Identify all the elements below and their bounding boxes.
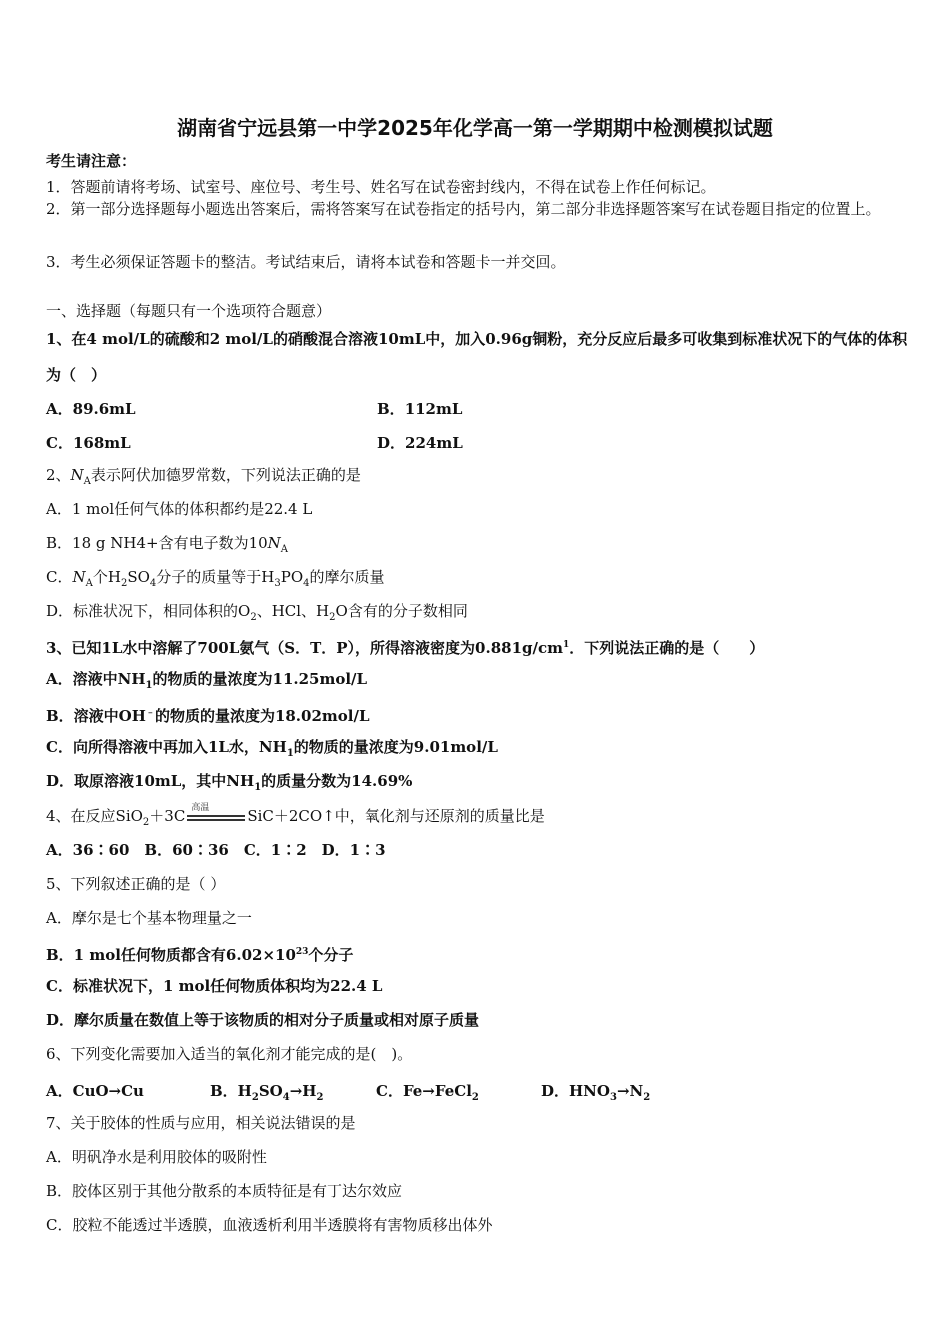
question-2-stem: 2、$N_A$表示阿伏加德罗常数，下列说法正确的是: [46, 466, 361, 487]
page-title: 湖南省宁远县第一中学2025年化学高一第一学期期中检测模拟试题: [177, 116, 773, 140]
q3-option-a: A．溶液中$NH_1$的物质的量浓度为11.25mol/L: [46, 670, 368, 691]
notice-item: 1．答题前请将考场、试室号、座位号、考生号、姓名写在试卷密封线内，不得在试卷上作任何标记。: [46, 178, 716, 196]
q6-option-d: D．$HNO_3\to N_2$: [541, 1082, 651, 1103]
q3-option-c: C．向所得溶液中再加入1L水，$NH_1$的物质的量浓度为9.01mol/L: [46, 738, 498, 759]
question-1-stem: 1、在4 mol/L的硫酸和2 mol/L的硝酸混合溶液10mL中，加入0.96g铜粉，充分反应后最多可收集到标准状况下的气体的体积为（ ）: [46, 330, 908, 384]
question-6-stem: 6、下列变化需要加入适当的氧化剂才能完成的是( )。: [46, 1045, 413, 1063]
q5-option-b: B．1 mol任何物质都含有$6.02\times 10^{23}$个分子: [46, 946, 354, 964]
notice-item: 3．考生必须保证答题卡的整洁。考试结束后，请将本试卷和答题卡一并交回。: [46, 253, 566, 271]
question-7-stem: 7、关于胶体的性质与应用，相关说法错误的是: [46, 1114, 356, 1132]
q2-option-c: C．$N_A$个$H_2SO_4$分子的质量等于$H_3PO_4$的摩尔质量: [46, 568, 385, 589]
question-5-stem: 5、下列叙述正确的是（ ）: [46, 875, 226, 893]
q2-option-d: D．标准状况下，相同体积的$O_2$、HCl、$H_2O$含有的分子数相同: [46, 602, 468, 623]
q6-option-c: C．Fe→FeCl$_2$: [376, 1082, 479, 1103]
q6-option-a: A．CuO→Cu: [46, 1082, 144, 1100]
q1-option-a: A．89.6mL: [46, 400, 136, 418]
q3-option-d: D．取原溶液10mL，其中$NH_1$的质量分数为14.69%: [46, 772, 413, 793]
question-4-stem: 4、在反应SiO$_2$＋3C 高温 SiC＋2CO↑中，氧化剂与还原剂的质量比是: [46, 803, 545, 828]
q6-option-b: B．$H_2SO_4\to H_2$: [210, 1082, 324, 1103]
section-heading: 一、选择题（每题只有一个选项符合题意）: [46, 302, 332, 320]
q5-option-a: A．摩尔是七个基本物理量之一: [46, 909, 252, 927]
q5-option-c: C．标准状况下，1 mol任何物质体积均为22.4 L: [46, 977, 383, 995]
reaction-condition-equals: 高温: [187, 811, 245, 823]
q1-option-b: B．112mL: [377, 400, 463, 418]
notice-item: 2．第一部分选择题每小题选出答案后，需将答案写在试卷指定的括号内，第二部分非选择题答案写在试卷题目指定的位置上。: [46, 200, 881, 218]
q5-option-d: D．摩尔质量在数值上等于该物质的相对分子质量或相对原子质量: [46, 1011, 480, 1029]
q3-option-b: B．溶液中OH﹣的物质的量浓度为18.02mol/L: [46, 707, 370, 725]
q7-option-a: A．明矾净水是利用胶体的吸附性: [46, 1148, 267, 1166]
q4-options: A．36∶60 B．60∶36 C．1∶2 D．1∶3: [46, 841, 386, 859]
q2-option-a: A．1 mol任何气体的体积都约是22.4 L: [46, 500, 313, 518]
question-3-stem: 3、已知1L水中溶解了700L氨气（S．T．P），所得溶液密度为$0.881g/cm^1$．下列说法正确的是（ ）: [46, 639, 765, 657]
q1-option-c: C．168mL: [46, 434, 131, 452]
q7-option-b: B．胶体区别于其他分散系的本质特征是有丁达尔效应: [46, 1182, 403, 1200]
notice-heading: 考生请注意：: [46, 152, 137, 170]
q7-option-c: C．胶粒不能透过半透膜，血液透析利用半透膜将有害物质移出体外: [46, 1216, 493, 1234]
q2-option-b: B．18 g NH4+含有电子数为$10N_A$: [46, 534, 289, 555]
q1-option-d: D．224mL: [377, 434, 463, 452]
